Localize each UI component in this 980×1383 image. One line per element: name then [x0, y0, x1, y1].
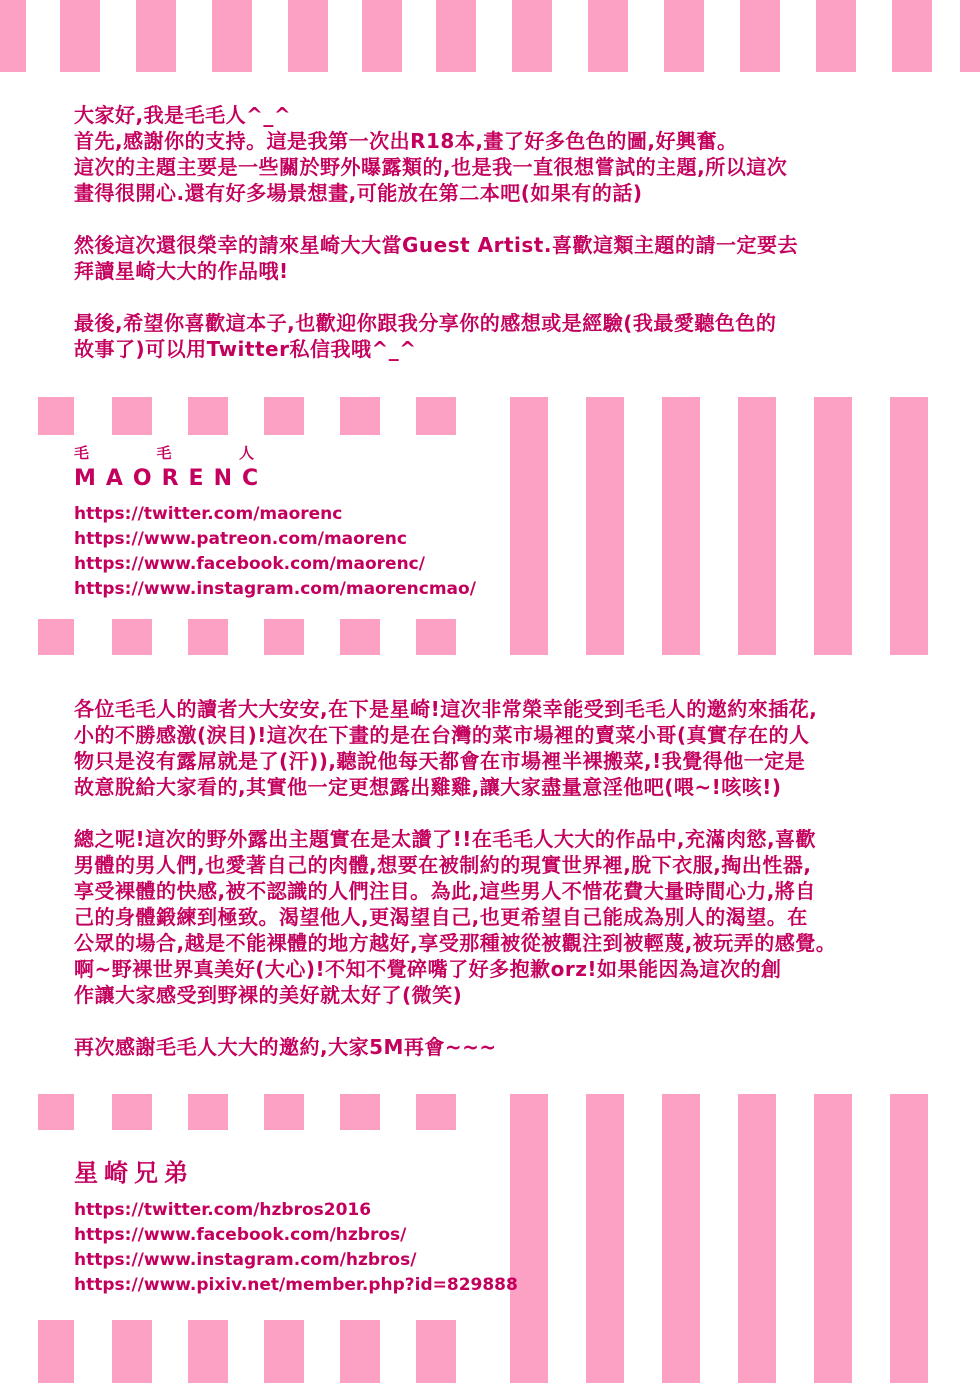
band-stripe [188, 397, 228, 435]
tall-stripe [586, 397, 624, 655]
band-stripe [416, 397, 456, 435]
band-stripe [188, 1320, 228, 1383]
top-stripe [816, 0, 856, 72]
text-line: 物只是沒有露屌就是了(汗)),聽說他每天都會在市場裡半裸搬菜,!我覺得他一定是 [74, 749, 806, 773]
top-stripe [362, 0, 402, 72]
top-stripe [512, 0, 552, 72]
tall-stripe [586, 1094, 624, 1383]
text-line: 然後這次還很榮幸的請來星崎大大當Guest Artist.喜歡這類主題的請一定要去 [74, 233, 798, 257]
text-line: 各位毛毛人的讀者大大安安,在下是星崎!這次非常榮幸能受到毛毛人的邀約來插花, [74, 697, 818, 721]
top-stripe [588, 0, 628, 72]
band-stripe [264, 619, 304, 655]
tall-stripe [662, 1094, 700, 1383]
band-stripe [416, 1320, 456, 1383]
text-line: 故事了)可以用Twitter私信我哦^_^ [74, 337, 417, 361]
band-stripe [38, 619, 74, 655]
maorenc-logo-chinese [74, 444, 254, 462]
top-stripe [212, 0, 252, 72]
text-line: 啊~野裸世界真美好(大心)!不知不覺碎嘴了好多抱歉orz!如果能因為這次的創 [74, 957, 782, 981]
tall-stripe [890, 1094, 928, 1383]
text-line: 總之呢!這次的野外露出主題實在是太讚了!!在毛毛人大大的作品中,充滿肉慾,喜歡 [74, 827, 817, 851]
text-line: 畫得很開心.還有好多場景想畫,可能放在第二本吧(如果有的話) [74, 181, 643, 205]
maorenc-links [74, 502, 476, 602]
band-stripe [264, 397, 304, 435]
text-line: 首先,感謝你的支持。這是我第一次出R18本,畫了好多色色的圖,好興奮。 [74, 129, 738, 153]
text-line: 再次感謝毛毛人大大的邀約,大家5M再會~~~ [74, 1035, 497, 1059]
link-facebook[interactable]: https://www.facebook.com/maorenc/ [74, 554, 425, 574]
band-stripe [340, 619, 380, 655]
band-stripe [112, 619, 152, 655]
link-patreon[interactable]: https://www.patreon.com/maorenc [74, 529, 407, 549]
top-stripe [60, 0, 100, 72]
text-line: 作讓大家感受到野裸的美好就太好了(微笑) [74, 983, 463, 1007]
top-stripe [288, 0, 328, 72]
band-stripe [416, 1094, 456, 1130]
tall-stripe [738, 1094, 776, 1383]
tall-stripe [890, 397, 928, 655]
top-stripe [892, 0, 932, 72]
top-stripe [136, 0, 176, 72]
top-stripe [740, 0, 780, 72]
band-stripe [340, 1094, 380, 1130]
tall-stripe [738, 397, 776, 655]
tall-stripe [510, 397, 548, 655]
text-line: 己的身體鍛練到極致。渴望他人,更渴望自己,也更希望自己能成為別人的渴望。在 [74, 905, 808, 929]
band-stripe [264, 1094, 304, 1130]
top-stripe [436, 0, 476, 72]
text-line: 享受裸體的快感,被不認識的人們注目。為此,這些男人不惜花費大量時間心力,將自 [74, 879, 816, 903]
hzbros-title: 星崎兄弟 [74, 1159, 194, 1187]
band-stripe [264, 1320, 304, 1383]
tall-stripe [814, 397, 852, 655]
link-instagram[interactable]: https://www.instagram.com/hzbros/ [74, 1250, 417, 1270]
author-note [74, 102, 798, 362]
top-stripe [0, 0, 26, 72]
band-stripe [188, 619, 228, 655]
text-line: 男體的男人們,也愛著自己的肉體,想要在被制約的現實世界裡,脫下衣服,掏出性器, [74, 853, 812, 877]
text-line: 最後,希望你喜歡這本子,也歡迎你跟我分享你的感想或是經驗(我最愛聽色色的 [74, 311, 777, 335]
band-stripe [112, 1320, 152, 1383]
logo-char: 人 [238, 444, 254, 462]
text-line: 拜讀星崎大大的作品哦! [74, 259, 289, 283]
text-line: 這次的主題主要是一些關於野外曝露類的,也是我一直很想嘗試的主題,所以這次 [74, 155, 788, 179]
band-stripe [340, 1320, 380, 1383]
logo-char: 毛 [156, 444, 172, 462]
maorenc-logo: MAORENC [74, 466, 269, 491]
tall-stripe [662, 397, 700, 655]
band-stripe [112, 397, 152, 435]
link-instagram[interactable]: https://www.instagram.com/maorencmao/ [74, 579, 476, 599]
link-twitter[interactable]: https://twitter.com/hzbros2016 [74, 1200, 372, 1220]
band-stripe [38, 1320, 74, 1383]
logo-char: 毛 [74, 444, 90, 462]
tall-stripe [814, 1094, 852, 1383]
band-stripe [38, 1094, 74, 1130]
link-facebook[interactable]: https://www.facebook.com/hzbros/ [74, 1225, 407, 1245]
band-stripe [416, 619, 456, 655]
band-stripe [112, 1094, 152, 1130]
band-stripe [340, 397, 380, 435]
top-stripe [960, 0, 980, 72]
hzbros-links [74, 1198, 518, 1298]
link-twitter[interactable]: https://twitter.com/maorenc [74, 504, 343, 524]
guest-artist-note [74, 696, 836, 1060]
text-line: 大家好,我是毛毛人^_^ [74, 103, 292, 127]
top-stripe [664, 0, 704, 72]
band-stripe [188, 1094, 228, 1130]
link-pixiv[interactable]: https://www.pixiv.net/member.php?id=829888 [74, 1275, 518, 1295]
text-line: 公眾的場合,越是不能裸體的地方越好,享受那種被從被觀注到被輕蔑,被玩弄的感覺。 [74, 931, 837, 955]
text-line: 小的不勝感激(淚目)!這次在下畫的是在台灣的菜市場裡的賣菜小哥(真實存在的人 [74, 723, 810, 747]
band-stripe [38, 397, 74, 435]
text-line: 故意脫給大家看的,其實他一定更想露出雞雞,讓大家盡量意淫他吧(喂~!咳咳!) [74, 775, 782, 799]
